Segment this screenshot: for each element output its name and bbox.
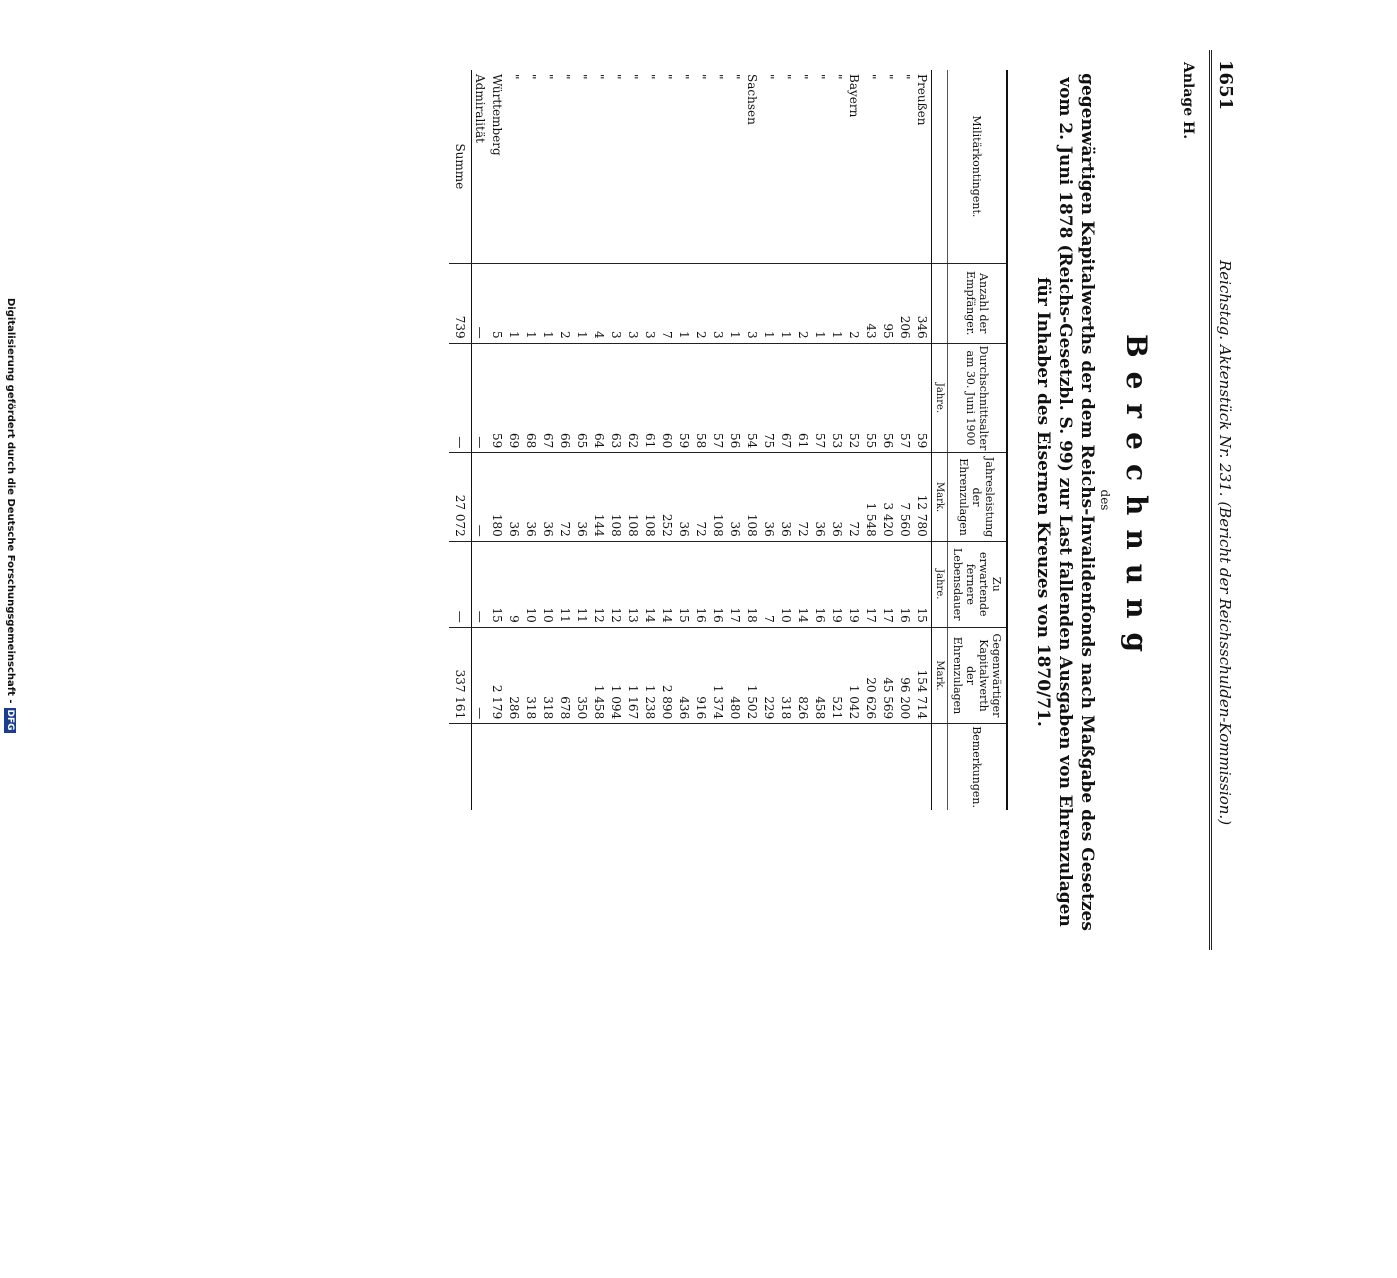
attachment-label: Anlage H. <box>1180 62 1196 140</box>
cell-life: 14 <box>795 541 812 627</box>
table-row <box>489 70 506 810</box>
row-label <box>812 70 829 263</box>
main-title: Berechnung <box>1120 333 1153 667</box>
contingent-name: Bayern <box>847 74 862 118</box>
sum-annual: 27 072 <box>449 453 472 541</box>
cell-value: — <box>472 627 490 723</box>
cell-annual: 108 <box>744 453 761 541</box>
table-row <box>710 70 727 810</box>
cell-count: 3 <box>625 263 642 343</box>
cell-value: 45 569 <box>880 627 897 723</box>
cell-annual: 36 <box>506 453 523 541</box>
cell-life: 13 <box>625 541 642 627</box>
sum-remarks <box>449 724 472 810</box>
col-life: Zu erwartende fernere Lebensdauer <box>948 541 1008 627</box>
cell-life: 14 <box>642 541 659 627</box>
cell-count: 1 <box>540 263 557 343</box>
contingent-name: " <box>711 74 726 80</box>
contingent-name: " <box>558 74 573 80</box>
cell-annual: 3 420 <box>880 453 897 541</box>
cell-annual: 72 <box>846 453 863 541</box>
cell-count: 3 <box>608 263 625 343</box>
unit-contingent <box>932 70 948 263</box>
table-row <box>761 70 778 810</box>
cell-annual: 72 <box>693 453 710 541</box>
cell-age: 56 <box>880 343 897 453</box>
row-label <box>863 70 880 263</box>
cell-annual: 36 <box>574 453 591 541</box>
cell-value: 318 <box>778 627 795 723</box>
sum-value: 337 161 <box>449 627 472 723</box>
table-row <box>591 70 608 810</box>
cell-age: 58 <box>693 343 710 453</box>
table-row <box>625 70 642 810</box>
cell-annual: 108 <box>642 453 659 541</box>
table-row <box>829 70 846 810</box>
cell-life: 10 <box>540 541 557 627</box>
table-row <box>557 70 574 810</box>
cell-count: 1 <box>676 263 693 343</box>
row-label <box>693 70 710 263</box>
contingent-name: " <box>728 74 743 80</box>
cell-count: 95 <box>880 263 897 343</box>
row-label <box>506 70 523 263</box>
cell-value: 436 <box>676 627 693 723</box>
cell-life: 7 <box>761 541 778 627</box>
cell-count: 2 <box>795 263 812 343</box>
header-row <box>948 70 1008 810</box>
contingent-name: " <box>881 74 896 80</box>
cell-remarks <box>472 724 490 810</box>
cell-remarks <box>914 724 932 810</box>
cell-count: 346 <box>914 263 932 343</box>
cell-remarks <box>710 724 727 810</box>
contingent-name: Admiralität <box>473 74 488 143</box>
cell-count: 1 <box>523 263 540 343</box>
cell-life: 15 <box>914 541 932 627</box>
digitization-sidebar <box>0 0 22 1000</box>
cell-age: 59 <box>914 343 932 453</box>
row-label <box>778 70 795 263</box>
cell-annual: 1 548 <box>863 453 880 541</box>
cell-annual: 144 <box>591 453 608 541</box>
cell-annual: 12 780 <box>914 453 932 541</box>
col-count: Anzahl der Empfänger. <box>948 263 1008 343</box>
cell-count: 206 <box>897 263 914 343</box>
cell-annual: 252 <box>659 453 676 541</box>
table-row <box>659 70 676 810</box>
cell-count: 2 <box>557 263 574 343</box>
cell-value: 678 <box>557 627 574 723</box>
table-row <box>778 70 795 810</box>
row-label <box>761 70 778 263</box>
col-age: Durchschnittsalter am 30. Juni 1900 <box>948 343 1008 453</box>
contingent-name: " <box>796 74 811 80</box>
cell-life: 16 <box>693 541 710 627</box>
cell-count: 1 <box>778 263 795 343</box>
digitization-credit <box>0 298 20 1278</box>
row-label <box>557 70 574 263</box>
contingent-name: " <box>864 74 879 80</box>
contingent-name: Württemberg <box>490 74 505 156</box>
contingent-name: " <box>643 74 658 80</box>
cell-remarks <box>574 724 591 810</box>
row-label <box>710 70 727 263</box>
table-row <box>846 70 863 810</box>
contingent-name: " <box>626 74 641 80</box>
table-row <box>676 70 693 810</box>
cell-count: 7 <box>659 263 676 343</box>
row-label <box>591 70 608 263</box>
cell-value: 2 890 <box>659 627 676 723</box>
cell-age: 61 <box>795 343 812 453</box>
table-row <box>608 70 625 810</box>
cell-annual: 36 <box>812 453 829 541</box>
contingent-name: " <box>694 74 709 80</box>
cell-count: 1 <box>574 263 591 343</box>
cell-remarks <box>897 724 914 810</box>
cell-age: 75 <box>761 343 778 453</box>
cell-count: 1 <box>727 263 744 343</box>
contingent-name: " <box>813 74 828 80</box>
row-label <box>489 70 506 263</box>
cell-count: 1 <box>506 263 523 343</box>
cell-remarks <box>489 724 506 810</box>
contingent-name: " <box>660 74 675 80</box>
row-label <box>744 70 761 263</box>
cell-annual: 36 <box>540 453 557 541</box>
cell-life: 19 <box>829 541 846 627</box>
sum-count: 739 <box>449 263 472 343</box>
cell-life: 18 <box>744 541 761 627</box>
cell-value: 286 <box>506 627 523 723</box>
cell-remarks <box>812 724 829 810</box>
cell-value: 916 <box>693 627 710 723</box>
table-body <box>449 70 932 810</box>
cell-annual: 36 <box>778 453 795 541</box>
cell-life: 17 <box>880 541 897 627</box>
cell-life: 16 <box>812 541 829 627</box>
cell-life: 17 <box>727 541 744 627</box>
subtitle: des <box>1098 489 1112 511</box>
row-label <box>642 70 659 263</box>
cell-age: 66 <box>557 343 574 453</box>
cell-count: 5 <box>489 263 506 343</box>
description: gegenwärtigen Kapitalwerths der dem Reichs-Invalidenfonds nach Maßgabe des Gesetzes vom 2. Juni 1878 (Reichs-Gesetzbl. S. 99) zur Last fallenden Ausgaben von Ehrenzulagen für Inhaber des Eisernen Kreuzes von 1870/71. <box>1033 73 1097 931</box>
row-label <box>659 70 676 263</box>
col-remarks: Bemerkungen. <box>948 724 1008 810</box>
data-table <box>449 70 1008 810</box>
cell-life: 12 <box>591 541 608 627</box>
cell-age: — <box>472 343 490 453</box>
cell-remarks <box>557 724 574 810</box>
table-row <box>880 70 897 810</box>
cell-value: 480 <box>727 627 744 723</box>
cell-count: 2 <box>693 263 710 343</box>
cell-age: 60 <box>659 343 676 453</box>
cell-remarks <box>778 724 795 810</box>
cell-value: 1 042 <box>846 627 863 723</box>
cell-count: 3 <box>744 263 761 343</box>
cell-age: 59 <box>676 343 693 453</box>
cell-annual: 108 <box>625 453 642 541</box>
cell-remarks <box>659 724 676 810</box>
cell-value: 318 <box>523 627 540 723</box>
cell-value: 1 094 <box>608 627 625 723</box>
row-label <box>625 70 642 263</box>
table-row <box>693 70 710 810</box>
cell-age: 67 <box>778 343 795 453</box>
contingent-name: " <box>507 74 522 80</box>
cell-value: 350 <box>574 627 591 723</box>
cell-count: 1 <box>829 263 846 343</box>
cell-age: 55 <box>863 343 880 453</box>
cell-age: 57 <box>812 343 829 453</box>
unit-remarks <box>932 724 948 810</box>
contingent-name: " <box>779 74 794 80</box>
document-page <box>148 50 1248 950</box>
contingent-name: " <box>541 74 556 80</box>
cell-age: 68 <box>523 343 540 453</box>
unit-life: Jahre. <box>932 541 948 627</box>
cell-life: 11 <box>557 541 574 627</box>
cell-value: 2 179 <box>489 627 506 723</box>
row-label <box>795 70 812 263</box>
cell-life: 15 <box>676 541 693 627</box>
cell-age: 59 <box>489 343 506 453</box>
cell-remarks <box>863 724 880 810</box>
cell-life: 17 <box>863 541 880 627</box>
sum-label: Summe <box>449 70 472 263</box>
cell-annual: 36 <box>761 453 778 541</box>
cell-value: 1 458 <box>591 627 608 723</box>
cell-age: 63 <box>608 343 625 453</box>
cell-remarks <box>540 724 557 810</box>
cell-life: 19 <box>846 541 863 627</box>
cell-age: 52 <box>846 343 863 453</box>
table-row <box>472 70 490 810</box>
contingent-name: " <box>575 74 590 80</box>
cell-value: 1 167 <box>625 627 642 723</box>
dfg-logo: DFG <box>5 709 15 731</box>
contingent-name: " <box>524 74 539 80</box>
cell-count: 1 <box>761 263 778 343</box>
cell-remarks <box>744 724 761 810</box>
cell-annual: 36 <box>727 453 744 541</box>
header-rule-2 <box>1209 50 1210 950</box>
cell-remarks <box>676 724 693 810</box>
credit-text: Digitalisierung gefördert durch die Deutsche Forschungsgemeinschaft - <box>5 298 16 704</box>
cell-remarks <box>625 724 642 810</box>
sum-life: — <box>449 541 472 627</box>
cell-count: 43 <box>863 263 880 343</box>
contingent-name: " <box>592 74 607 80</box>
cell-age: 65 <box>574 343 591 453</box>
cell-remarks <box>642 724 659 810</box>
cell-annual: 72 <box>557 453 574 541</box>
cell-age: 67 <box>540 343 557 453</box>
contingent-name: " <box>609 74 624 80</box>
cell-value: 96 200 <box>897 627 914 723</box>
row-label <box>880 70 897 263</box>
header-rule <box>1211 50 1212 950</box>
table-row <box>540 70 557 810</box>
cell-life: — <box>472 541 490 627</box>
cell-remarks <box>829 724 846 810</box>
cell-remarks <box>761 724 778 810</box>
cell-count: 3 <box>710 263 727 343</box>
cell-count: 1 <box>812 263 829 343</box>
table-row <box>506 70 523 810</box>
cell-remarks <box>727 724 744 810</box>
cell-annual: 36 <box>829 453 846 541</box>
cell-remarks <box>795 724 812 810</box>
cell-value: 318 <box>540 627 557 723</box>
contingent-name: " <box>762 74 777 80</box>
cell-remarks <box>693 724 710 810</box>
table-row <box>727 70 744 810</box>
cell-annual: 72 <box>795 453 812 541</box>
cell-remarks <box>880 724 897 810</box>
table-row <box>642 70 659 810</box>
cell-annual: 36 <box>523 453 540 541</box>
cell-life: 15 <box>489 541 506 627</box>
cell-count: 3 <box>642 263 659 343</box>
cell-age: 61 <box>642 343 659 453</box>
row-label <box>608 70 625 263</box>
table-row <box>897 70 914 810</box>
cell-age: 62 <box>625 343 642 453</box>
unit-count <box>932 263 948 343</box>
cell-annual: — <box>472 453 490 541</box>
table-row <box>812 70 829 810</box>
cell-count: 4 <box>591 263 608 343</box>
cell-age: 57 <box>897 343 914 453</box>
row-label <box>829 70 846 263</box>
cell-value: 1 238 <box>642 627 659 723</box>
col-annual: Jahresleistung der Ehrenzulagen <box>948 453 1008 541</box>
cell-value: 154 714 <box>914 627 932 723</box>
cell-count: 2 <box>846 263 863 343</box>
unit-annual: Mark. <box>932 453 948 541</box>
cell-annual: 108 <box>608 453 625 541</box>
table-row <box>795 70 812 810</box>
sum-row <box>449 70 472 810</box>
cell-life: 16 <box>897 541 914 627</box>
cell-annual: 36 <box>676 453 693 541</box>
table-row <box>744 70 761 810</box>
cell-remarks <box>523 724 540 810</box>
contingent-name: Sachsen <box>745 74 760 125</box>
cell-age: 57 <box>710 343 727 453</box>
row-label <box>540 70 557 263</box>
cell-annual: 7 560 <box>897 453 914 541</box>
cell-life: 10 <box>523 541 540 627</box>
contingent-name: Preußen <box>915 74 930 126</box>
row-label <box>727 70 744 263</box>
cell-value: 521 <box>829 627 846 723</box>
cell-life: 12 <box>608 541 625 627</box>
row-label <box>897 70 914 263</box>
row-label <box>472 70 490 263</box>
col-contingent: Militärkontingent. <box>948 70 1008 263</box>
cell-value: 458 <box>812 627 829 723</box>
cell-value: 1 502 <box>744 627 761 723</box>
cell-life: 16 <box>710 541 727 627</box>
unit-value: Mark. <box>932 627 948 723</box>
row-label <box>574 70 591 263</box>
cell-remarks <box>591 724 608 810</box>
cell-annual: 180 <box>489 453 506 541</box>
table-row <box>863 70 880 810</box>
row-label <box>523 70 540 263</box>
cell-life: 10 <box>778 541 795 627</box>
cell-life: 9 <box>506 541 523 627</box>
cell-age: 53 <box>829 343 846 453</box>
page-header <box>1180 50 1240 950</box>
cell-age: 69 <box>506 343 523 453</box>
unit-age: Jahre. <box>932 343 948 453</box>
cell-remarks <box>608 724 625 810</box>
cell-remarks <box>506 724 523 810</box>
cell-annual: 108 <box>710 453 727 541</box>
cell-age: 64 <box>591 343 608 453</box>
cell-count: — <box>472 263 490 343</box>
row-label <box>914 70 932 263</box>
contingent-name: " <box>898 74 913 80</box>
table-row <box>574 70 591 810</box>
row-label <box>846 70 863 263</box>
cell-life: 11 <box>574 541 591 627</box>
table-row <box>523 70 540 810</box>
table-row <box>914 70 932 810</box>
cell-age: 56 <box>727 343 744 453</box>
row-label <box>676 70 693 263</box>
running-title: Reichstag. Aktenstück Nr. 231. (Bericht der Reichsschulden-Kommission.) <box>1216 260 1234 826</box>
cell-remarks <box>846 724 863 810</box>
cell-value: 20 626 <box>863 627 880 723</box>
cell-age: 54 <box>744 343 761 453</box>
cell-value: 826 <box>795 627 812 723</box>
units-row <box>932 70 948 810</box>
cell-value: 229 <box>761 627 778 723</box>
contingent-name: " <box>830 74 845 80</box>
cell-value: 1 374 <box>710 627 727 723</box>
col-value: Gegenwärtiger Kapitalwerth der Ehrenzulagen <box>948 627 1008 723</box>
cell-life: 14 <box>659 541 676 627</box>
contingent-name: " <box>677 74 692 80</box>
page-number: 1651 <box>1215 60 1236 111</box>
sum-age: — <box>449 343 472 453</box>
